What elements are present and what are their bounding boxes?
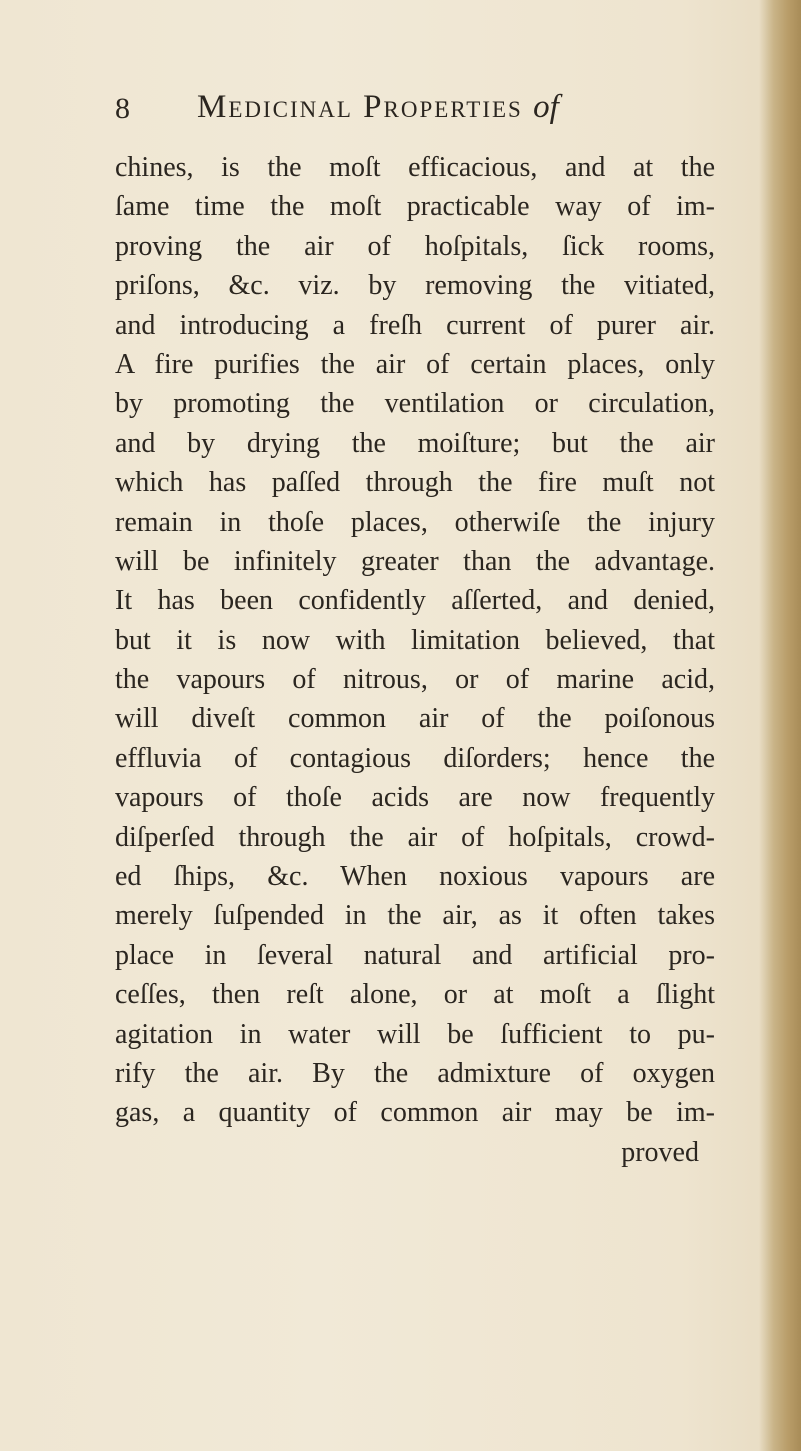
text-line: effluvia of contagious diſorders; hence the: [115, 742, 715, 774]
running-title-main: Medicinal Properties: [197, 89, 523, 125]
text-line: ed ſhips, &c. When noxious vapours are: [115, 861, 715, 893]
text-line: remain in thoſe places, otherwiſe the injury: [115, 506, 715, 538]
text-line: It has been confidently aſſerted, and denied,: [115, 585, 715, 617]
text-line: proving the air of hoſpitals, ſick rooms,: [115, 230, 715, 262]
text-line: place in ſeveral natural and artificial pro-: [115, 939, 715, 971]
text-line: merely ſuſpended in the air, as it often takes: [115, 900, 715, 932]
text-line: but it is now with limitation believed, that: [115, 624, 715, 656]
text-line: vapours of thoſe acids are now frequently: [115, 782, 715, 814]
running-title: [197, 88, 559, 126]
text-line: which has paſſed through the fire muſt not: [115, 467, 715, 499]
running-title-tail: of: [533, 89, 559, 125]
text-line: by promoting the ventilation or circulation,: [115, 388, 715, 420]
text-line: ceſſes, then reſt alone, or at moſt a ſlight: [115, 979, 715, 1011]
text-line: gas, a quantity of common air may be im-: [115, 1097, 715, 1129]
page-edge: [759, 0, 801, 1451]
text-line: rify the air. By the admixture of oxygen: [115, 1057, 715, 1089]
text-line: chines, is the moſt efficacious, and at the: [115, 152, 715, 183]
text-line: the vapours of nitrous, or of marine acid,: [115, 664, 715, 696]
text-line: A fire purifies the air of certain places, only: [115, 348, 715, 380]
text-line: will diveſt common air of the poiſonous: [115, 703, 715, 735]
text-line: agitation in water will be ſufficient to pu-: [115, 1018, 715, 1050]
body-text: [115, 148, 715, 1172]
running-header: [115, 88, 715, 132]
text-line: diſperſed through the air of hoſpitals, crowd-: [115, 821, 715, 853]
text-line: proved: [621, 1136, 699, 1168]
text-line: ſame time the moſt practicable way of im-: [115, 191, 715, 223]
text-line: priſons, &c. viz. by removing the vitiated,: [115, 270, 715, 302]
text-line: and introducing a freſh current of purer air.: [115, 309, 715, 341]
page-number: 8: [115, 92, 130, 125]
text-line: will be infinitely greater than the advantage.: [115, 545, 715, 577]
text-line: and by drying the moiſture; but the air: [115, 427, 715, 459]
